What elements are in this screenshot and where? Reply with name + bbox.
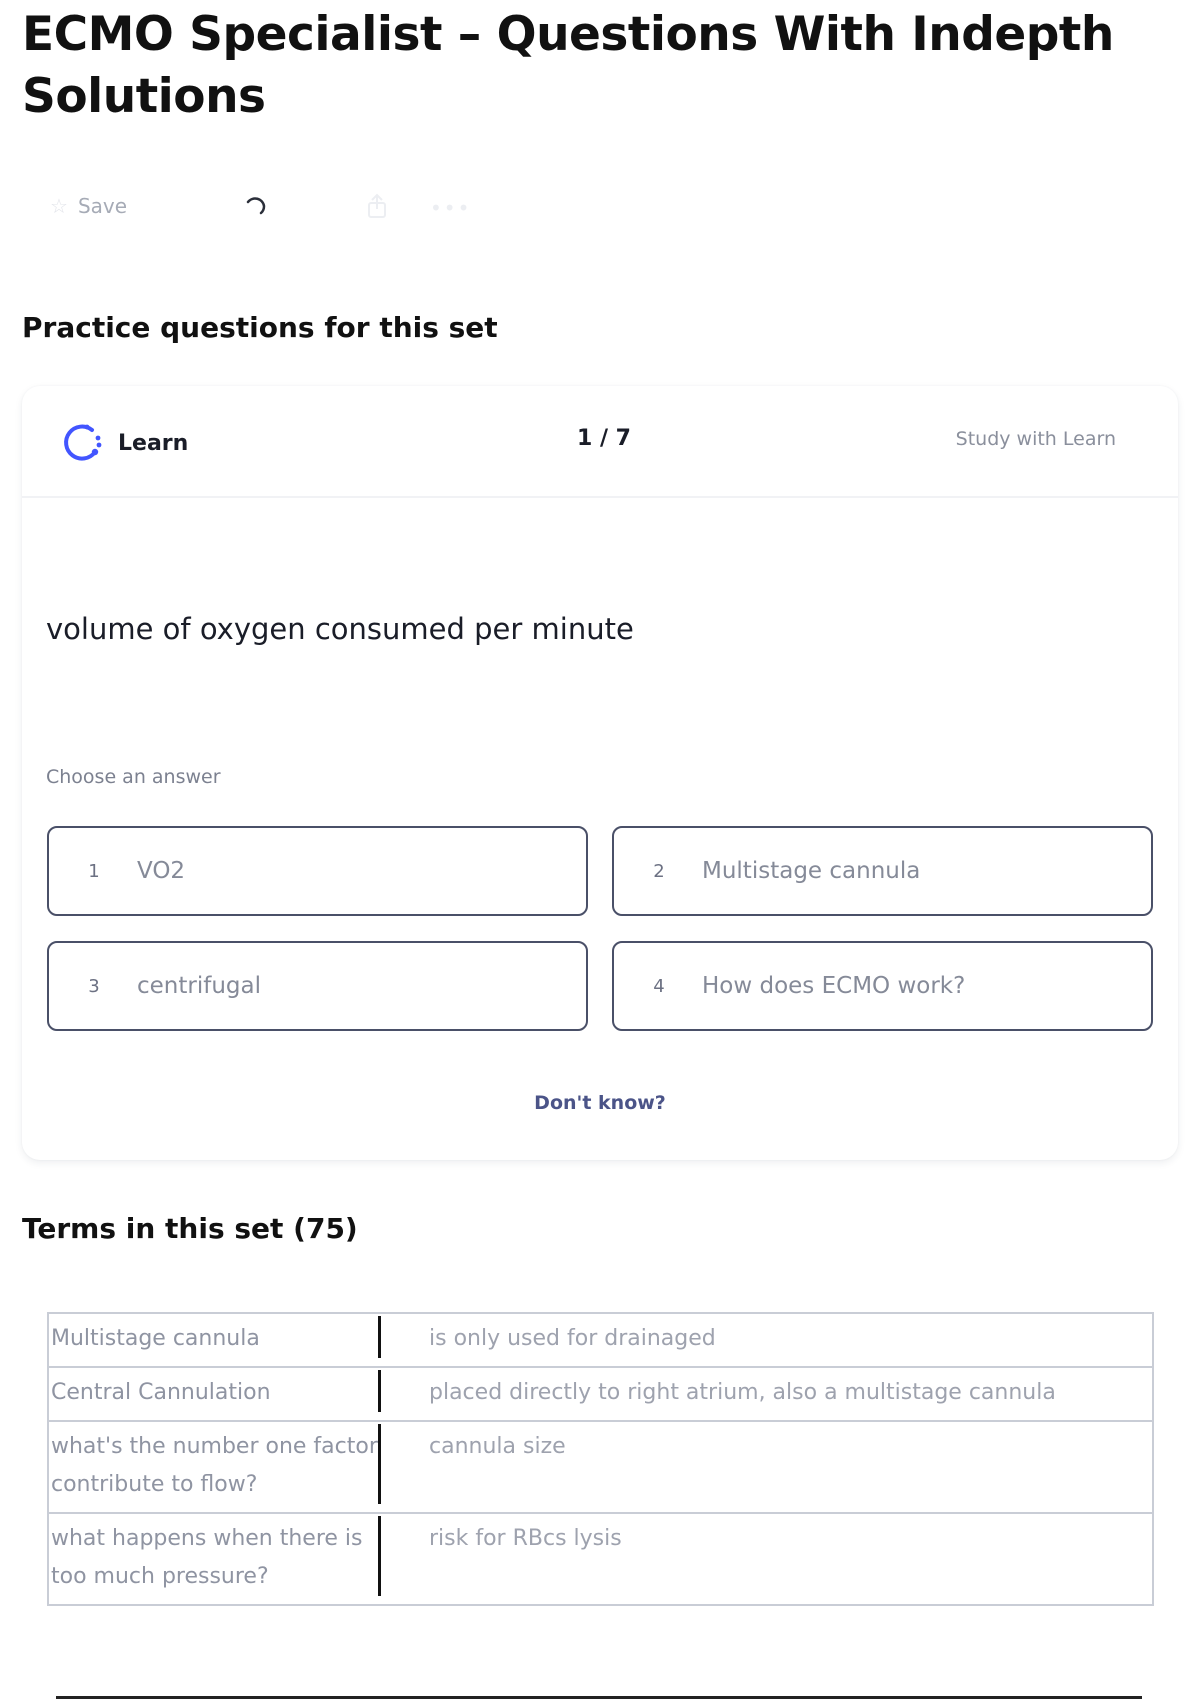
answer-option-3[interactable] [47, 941, 588, 1031]
spinner-icon [242, 192, 270, 220]
star-icon: ☆ [50, 194, 68, 218]
terms-heading: Terms in this set (75) [22, 1212, 358, 1245]
answer-option-2[interactable] [612, 826, 1153, 916]
save-button[interactable] [50, 188, 127, 224]
learn-mode-icon [62, 422, 104, 464]
save-label: Save [77, 194, 128, 218]
learn-card [22, 386, 1178, 1160]
answer-option-4[interactable] [612, 941, 1153, 1031]
table-row [49, 1368, 1152, 1422]
learn-mode [62, 422, 188, 464]
answer-option-1[interactable] [47, 826, 588, 916]
question-text: volume of oxygen consumed per minute [46, 612, 634, 646]
term-text: what happens when there is too much pressure? [51, 1526, 363, 1589]
definition-cell: is only used for drainaged [429, 1326, 716, 1351]
definition-cell: placed directly to right atrium, also a multistage cannula [429, 1380, 1056, 1405]
term-cell [49, 1514, 381, 1604]
term-text: Multistage cannula [51, 1326, 260, 1351]
table-row [49, 1314, 1152, 1368]
choose-answer-label: Choose an answer [46, 766, 221, 788]
share-icon[interactable] [363, 192, 391, 220]
answer-text: VO2 [137, 858, 186, 884]
row-divider [378, 1370, 381, 1412]
terms-table [47, 1312, 1154, 1606]
answer-number: 4 [653, 975, 665, 997]
practice-heading: Practice questions for this set [22, 311, 498, 344]
more-icon[interactable]: ••• [430, 196, 472, 220]
row-divider [378, 1316, 381, 1358]
learn-mode-label: Learn [118, 430, 189, 456]
answer-number: 1 [88, 860, 100, 882]
row-divider [378, 1516, 381, 1596]
answer-text: How does ECMO work? [702, 973, 966, 999]
study-with-learn-link[interactable]: Study with Learn [955, 428, 1116, 450]
progress-counter: 1 / 7 [577, 426, 631, 451]
learn-header [22, 386, 1178, 498]
answer-text: Multistage cannula [702, 858, 921, 884]
page-title: ECMO Specialist – Questions With Indepth Solutions [22, 7, 1114, 124]
definition-cell: cannula size [429, 1434, 566, 1459]
term-cell [49, 1422, 381, 1512]
answer-text: centrifugal [137, 973, 261, 999]
term-cell [49, 1368, 381, 1420]
dont-know-button[interactable]: Don't know? [534, 1092, 666, 1114]
answer-number: 3 [88, 975, 100, 997]
table-row [49, 1422, 1152, 1514]
definition-cell: risk for RBcs lysis [429, 1526, 622, 1551]
answer-number: 2 [653, 860, 665, 882]
term-text: Central Cannulation [51, 1380, 271, 1405]
bottom-divider [56, 1696, 1142, 1699]
action-bar [50, 188, 550, 224]
table-row [49, 1514, 1152, 1604]
term-text: what's the number one factor contribute to flow? [51, 1434, 378, 1497]
row-divider [378, 1424, 381, 1504]
term-cell [49, 1314, 381, 1366]
